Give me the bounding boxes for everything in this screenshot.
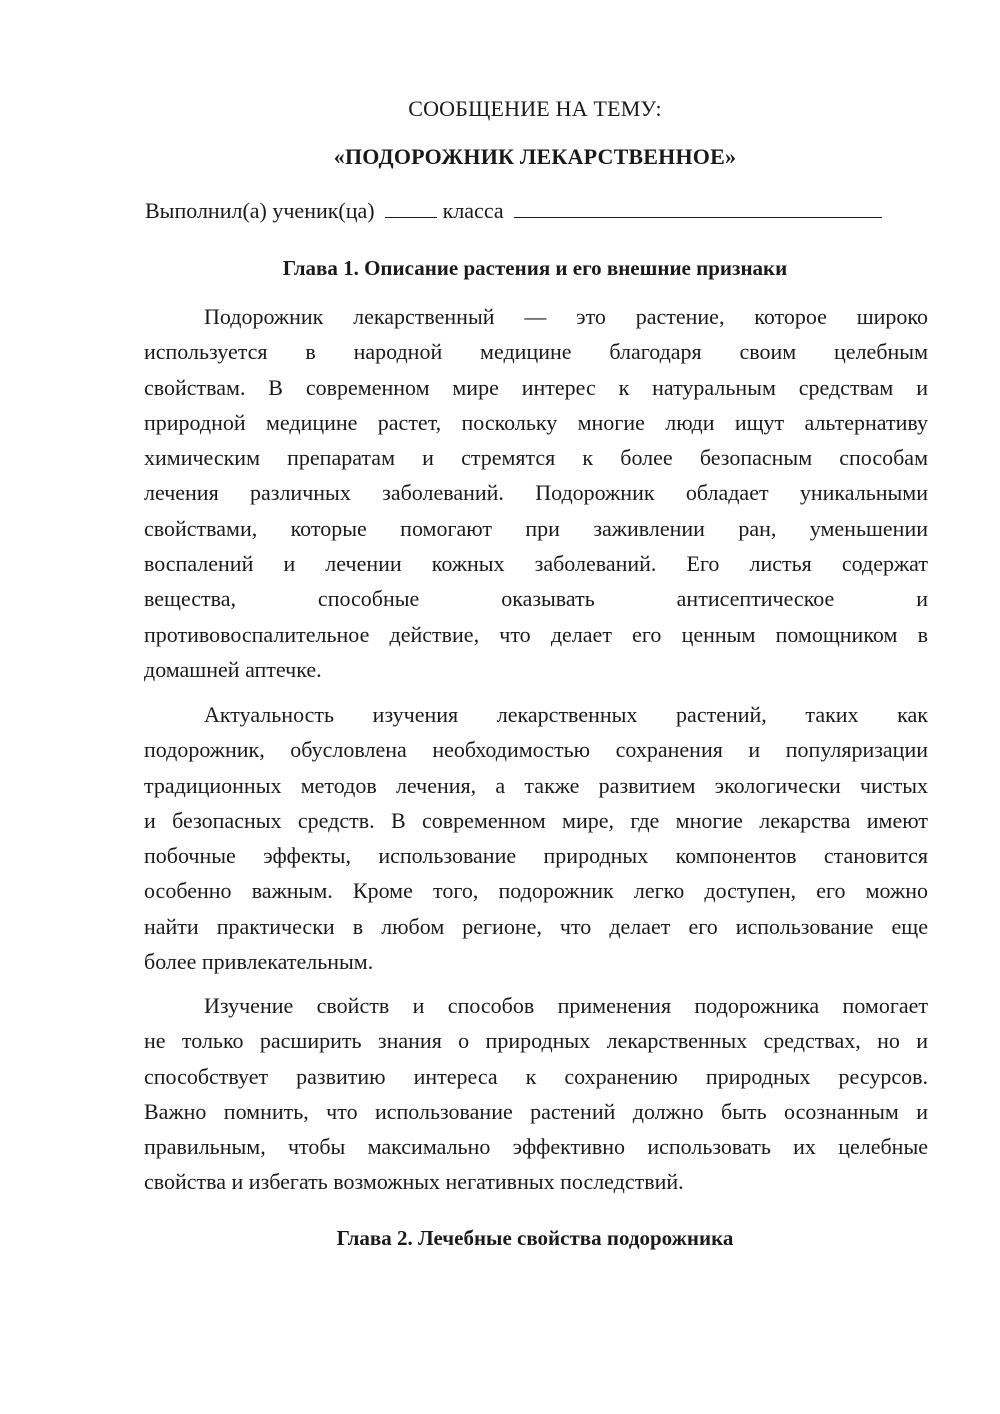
paragraph-line: свойства и избегать возможных негативных последствий. xyxy=(144,1169,684,1195)
paragraph-line: подорожник, обусловлена необходимостью сохранения и популяризации xyxy=(144,737,928,763)
paragraph-line: природной медицине растет, поскольку многие люди ищут альтернативу xyxy=(144,409,928,435)
student-name-blank xyxy=(514,199,882,218)
paragraph-line: Подорожник лекарственный — это растение, которое широко xyxy=(204,304,928,329)
paragraph-line: побочные эффекты, использование природных компонентов становится xyxy=(144,843,928,869)
paragraph-line: используется в народной медицине благодаря своим целебным xyxy=(144,339,928,365)
student-label: Выполнил(а) ученик(ца) xyxy=(145,198,375,223)
paragraph-1 xyxy=(144,299,928,687)
paragraph-line: воспалений и лечении кожных заболеваний. Его листья содержат xyxy=(144,551,928,577)
paragraph-line: особенно важным. Кроме того, подорожник легко доступен, его можно xyxy=(144,878,928,904)
class-label: класса xyxy=(442,198,504,223)
chapter-1-heading: Глава 1. Описание растения и его внешние признаки xyxy=(282,256,788,280)
paragraph-line: Изучение свойств и способов применения подорожника помогает xyxy=(204,993,928,1018)
paragraph-line: химическим препаратам и стремятся к более безопасным способам xyxy=(144,445,928,471)
paragraph-2 xyxy=(144,697,928,979)
title-line-1: СООБЩЕНИЕ НА ТЕМУ: xyxy=(408,96,662,121)
class-number-blank xyxy=(385,199,437,218)
paragraph-line: правильным, чтобы максимально эффективно использовать их целебные xyxy=(144,1134,928,1160)
paragraph-line: найти практически в любом регионе, что делает его использование еще xyxy=(144,913,928,939)
paragraph-line: свойствами, которые помогают при заживлении ран, уменьшении xyxy=(144,515,928,541)
paragraph-line: свойствам. В современном мире интерес к натуральным средствам и xyxy=(144,374,928,400)
paragraph-line: не только расширить знания о природных лекарственных средствах, но и xyxy=(144,1028,928,1054)
paragraph-line: способствует развитию интереса к сохранению природных ресурсов. xyxy=(144,1063,928,1089)
paragraph-line: противовоспалительное действие, что делает его ценным помощником в xyxy=(144,621,928,647)
paragraph-line: более привлекательным. xyxy=(144,949,374,975)
paragraph-line: традиционных методов лечения, а также развитием экологически чистых xyxy=(144,772,928,798)
paragraph-line: Актуальность изучения лекарственных растений, таких как xyxy=(204,702,928,727)
paragraph-line: и безопасных средств. В современном мире, где многие лекарства имеют xyxy=(144,807,928,833)
paragraph-line: вещества, способные оказывать антисептическое и xyxy=(144,586,928,612)
paragraph-line: домашней аптечке. xyxy=(144,656,322,682)
student-line xyxy=(145,198,882,224)
paragraph-line: лечения различных заболеваний. Подорожник обладает уникальными xyxy=(144,480,928,506)
paragraph-line: Важно помнить, что использование растений должно быть осознанным и xyxy=(144,1098,928,1124)
chapter-2-heading: Глава 2. Лечебные свойства подорожника xyxy=(336,1226,734,1250)
paragraph-3 xyxy=(144,988,928,1200)
title-line-2: «ПОДОРОЖНИК ЛЕКАРСТВЕННОЕ» xyxy=(333,144,737,169)
